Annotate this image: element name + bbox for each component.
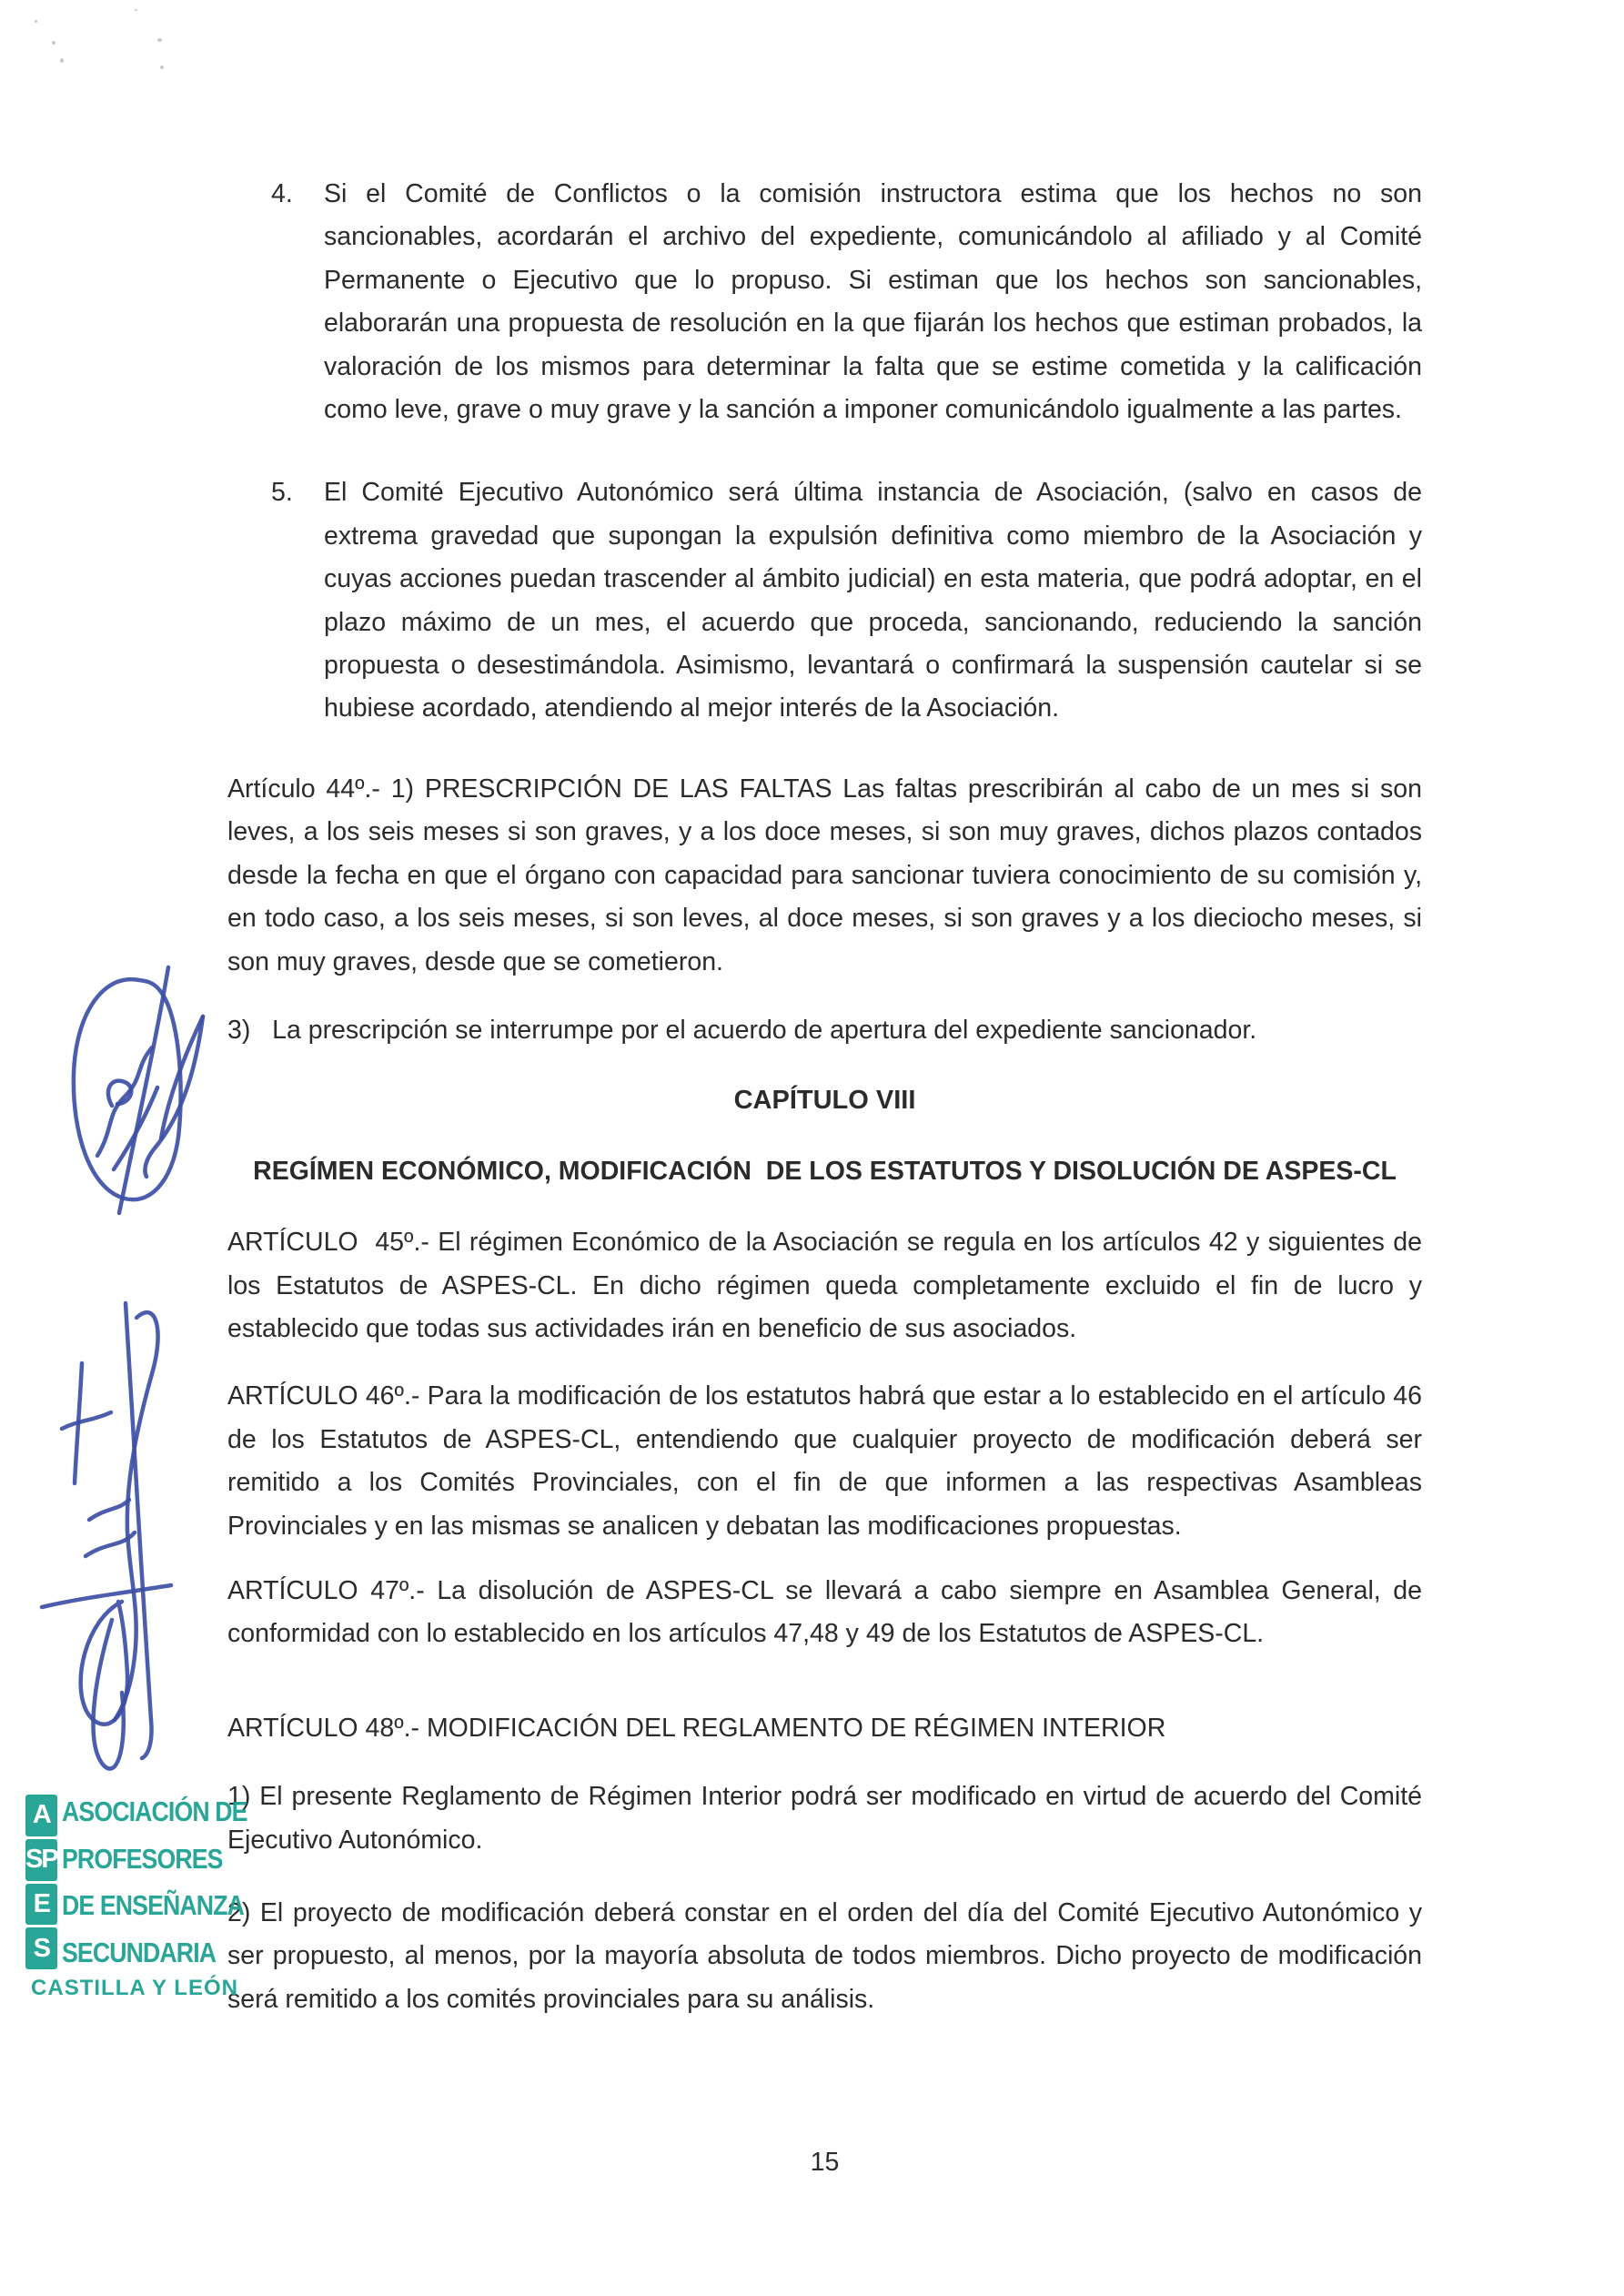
stamp-tile: S <box>25 1927 57 1969</box>
item-text: El Comité Ejecutivo Autonómico será última instancia de Asociación, (salvo en casos de extrema gravedad que supongan la expulsión definitiva como miembro de la Asociación y cuyas acciones puedan trascender al ámbito judicial) en esta materia, que podrá adoptar, en el plazo máximo de un mes, el acuerdo que proceda, sancionando, reduciendo la sanción propuesta o desestimándola. Asimismo, levantará o confirmará la suspensión cautelar si se hubiese acordado, atendiendo al mejor interés de la Asociación. <box>324 478 1422 723</box>
paragraph-punto-1: 1) El presente Reglamento de Régimen Interior podrá ser modificado en virtud de acuerdo del Comité Ejecutivo Autonómico. <box>227 1782 1422 1855</box>
paragraph-item-3: 3) La prescripción se interrumpe por el acuerdo de apertura del expediente sancionador. <box>227 1015 1257 1045</box>
dust-speck <box>160 66 164 69</box>
stamp-line: PROFESORES <box>61 1842 223 1875</box>
stamp-tile: SP <box>25 1839 57 1881</box>
chapter-heading: CAPÍTULO VIII <box>733 1086 916 1116</box>
paragraph-articulo-46: ARTÍCULO 46º.- Para la modificación de los estatutos habrá que estar a lo establecido en el artículo 46 de los Estatutos de ASPES-CL, entendiendo que cualquier proyecto de modificación deberá ser remitido a los Comités Provinciales, con el fin de que informen a las respectivas Asambleas Provinciales y en las mismas se analicen y debatan las modificaciones propuestas. <box>227 1381 1422 1541</box>
dust-speck <box>35 20 37 23</box>
stamp-text <box>62 1795 277 1969</box>
signature-ink-1 <box>59 960 214 1224</box>
stamp-tile: E <box>25 1884 57 1926</box>
stamp-body <box>25 1795 247 1969</box>
list-marker: 5. <box>271 478 293 508</box>
dust-speck <box>60 58 64 63</box>
stamp-line: SECUNDARIA <box>61 1936 216 1968</box>
stamp-line: DE ENSEÑANZA <box>61 1889 244 1922</box>
paragraph-articulo-48: ARTÍCULO 48º.- MODIFICACIÓN DEL REGLAMENTO DE RÉGIMEN INTERIOR <box>227 1713 1166 1743</box>
paragraph-articulo-47: ARTÍCULO 47º.- La disolución de ASPES-CL se llevará a cabo siempre en Asamblea General, de conformidad con lo establecido en los artículos 47,48 y 49 de los Estatutos de ASPES-CL. <box>227 1575 1422 1649</box>
stamp-footer: CASTILLA Y LEÓN <box>31 1976 238 2000</box>
dust-speck <box>135 9 137 11</box>
numbered-item-4 <box>271 173 1422 431</box>
signature-ink-2 <box>35 1292 185 1788</box>
dust-speck <box>52 41 55 45</box>
item-text: Si el Comité de Conflictos o la comisión instructora estima que los hechos no son sancionables, acordarán el archivo del expediente, comunicándolo al afiliado y al Comité Permanente o Ejecutivo que lo propuso. Si estiman que los hechos son sancionables, elaborarán una propuesta de resolución en la que fijarán los hechos que estiman probados, la valoración de los mismos para determinar la falta que se estime cometida y la calificación como leve, grave o muy grave y la sanción a imponer comunicándolo igualmente a las partes. <box>324 179 1422 425</box>
stamp-monogram <box>25 1795 57 1969</box>
stamp-line: ASOCIACIÓN DE <box>61 1795 247 1827</box>
dust-speck <box>157 38 162 42</box>
list-marker: 4. <box>271 179 293 208</box>
page-number: 15 <box>810 2148 840 2177</box>
paragraph-articulo-44: Artículo 44º.- 1) PRESCRIPCIÓN DE LAS FALTAS Las faltas prescribirán al cabo de un mes si son leves, a los seis meses si son graves, y a los doce meses, si son muy graves, dichos plazos contados desde la fecha en que el órgano con capacidad para sancionar tuviera conocimiento de su comisión y, en todo caso, a los seis meses, si son leves, al doce meses, si son graves y a los dieciocho meses, si son muy graves, desde que se cometieron. <box>227 774 1422 976</box>
paragraph-punto-2: 2) El proyecto de modificación deberá constar en el orden del día del Comité Ejecutivo Autonómico y ser propuesto, al menos, por la mayoría absoluta de todos miembros. Dicho proyecto de modificación será remitido a los comités provinciales para su análisis. <box>227 1898 1422 2014</box>
numbered-item-5 <box>271 471 1422 730</box>
text-column <box>227 173 1422 2021</box>
chapter-title: REGÍMEN ECONÓMICO, MODIFICACIÓN DE LOS ESTATUTOS Y DISOLUCIÓN DE ASPES-CL <box>253 1156 1397 1186</box>
association-stamp <box>25 1795 247 2001</box>
stamp-tile: A <box>25 1795 57 1836</box>
paragraph-articulo-45: ARTÍCULO 45º.- El régimen Económico de la Asociación se regula en los artículos 42 y siguientes de los Estatutos de ASPES-CL. En dicho régimen queda completamente excluido el fin de lucro y establecido que todas sus actividades irán en beneficio de sus asociados. <box>227 1228 1422 1343</box>
